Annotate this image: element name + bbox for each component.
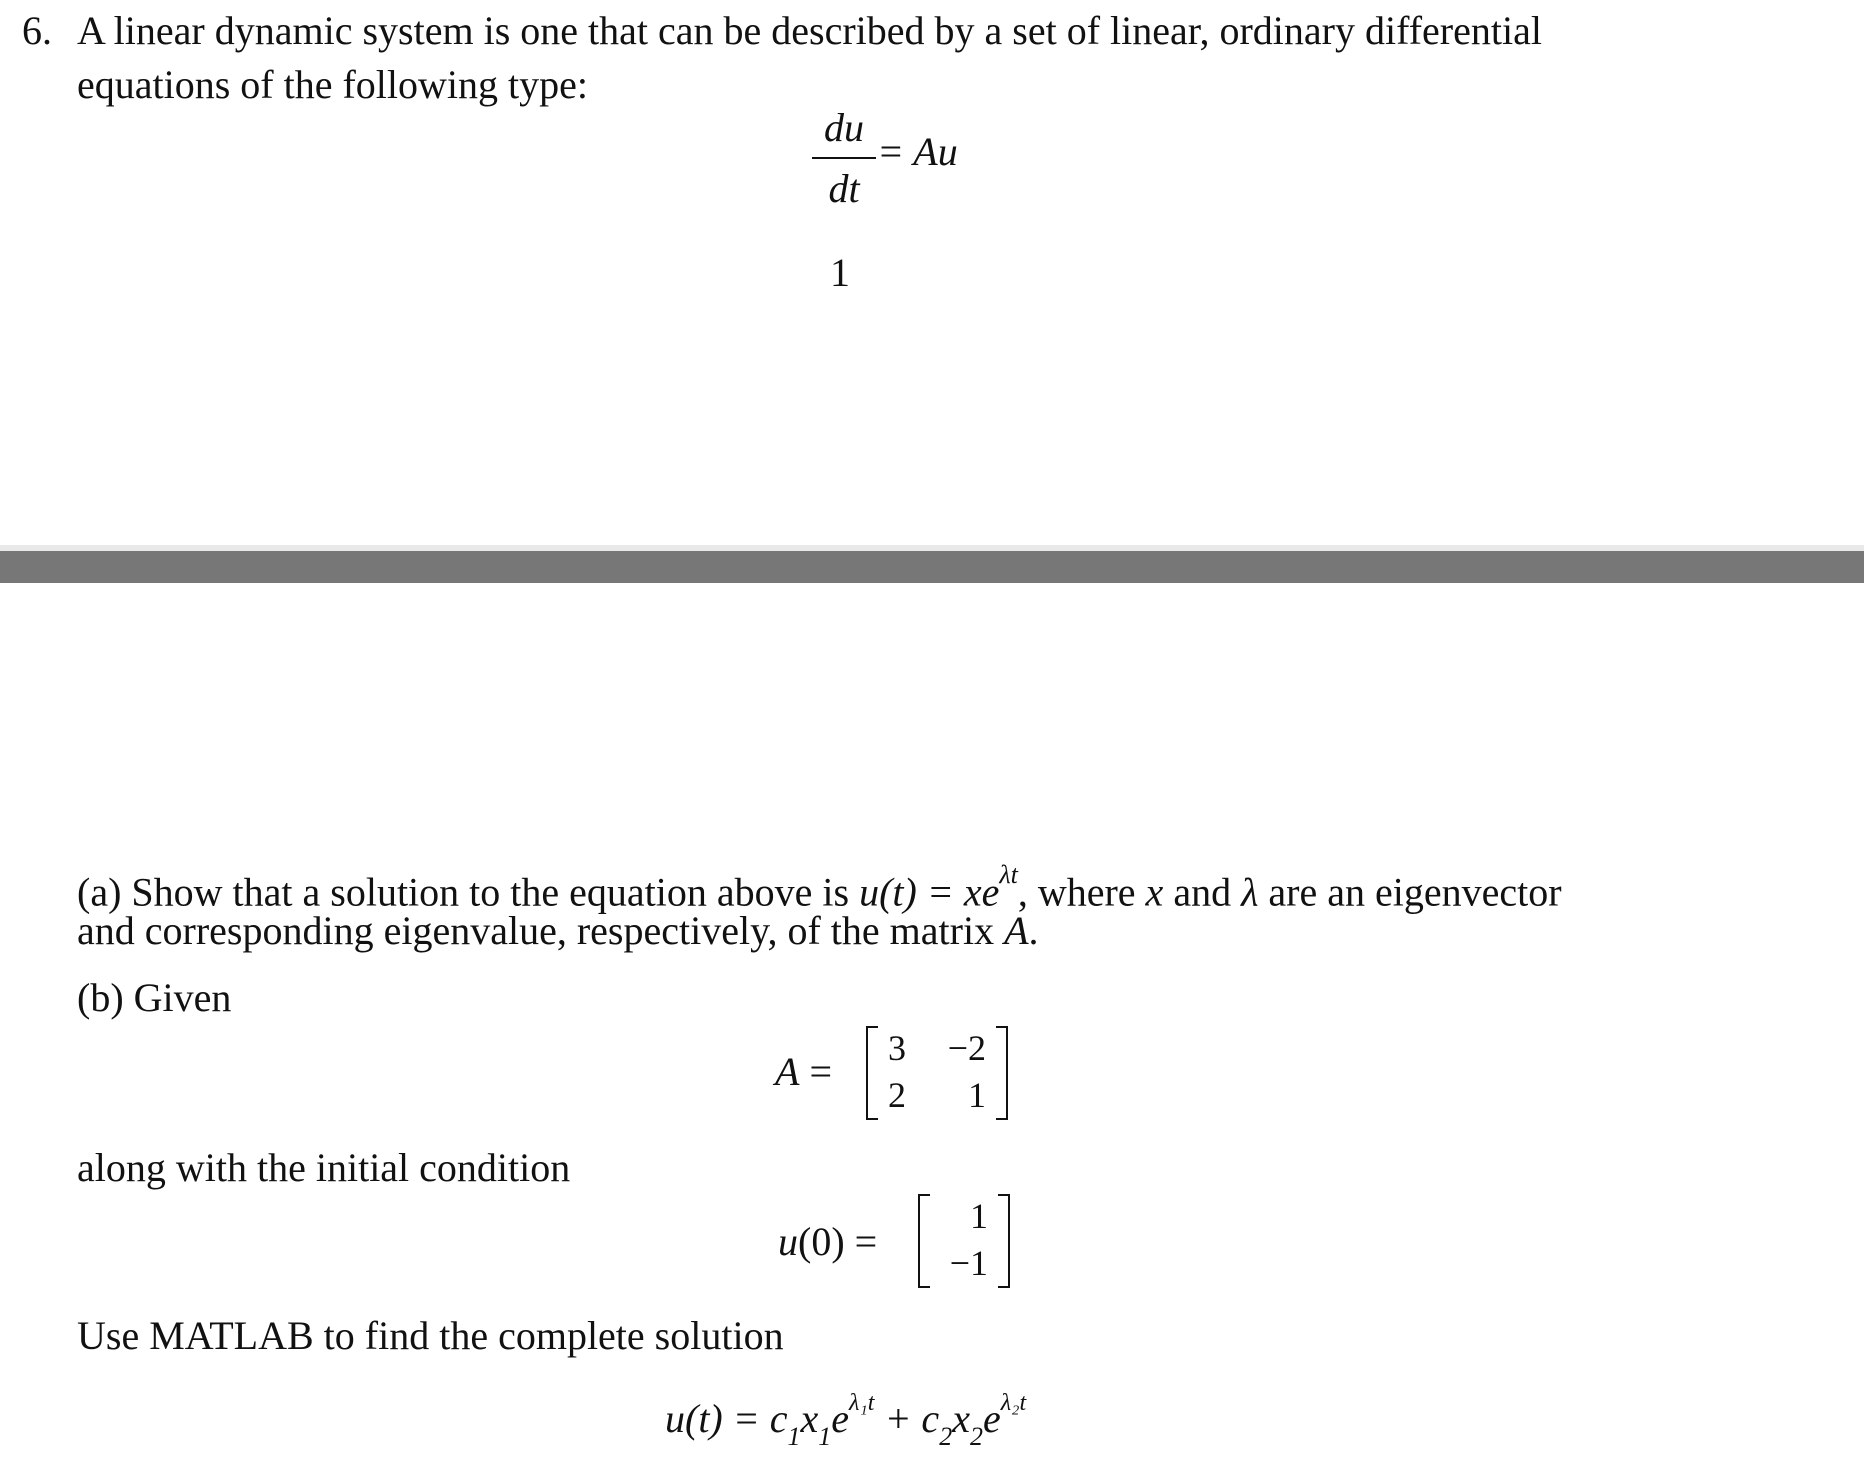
final-solution [665,1389,1027,1451]
matlab-instruction: Use MATLAB to find the complete solution [77,1313,784,1358]
u0-vector [918,1194,1010,1288]
vector-left-bracket [918,1194,930,1288]
e2: e [982,1396,1001,1441]
x1: x [800,1396,819,1441]
matrix-right-bracket [996,1026,1008,1120]
vector-right-bracket [998,1194,1010,1288]
matrix-cell: 2 [888,1075,906,1115]
matrix-cell: −2 [947,1028,986,1068]
e1: e [831,1396,850,1441]
intro-line-2: equations of the following type: [77,62,589,107]
matrix-lhs: A = [775,1049,832,1094]
vector-cell: 1 [970,1196,988,1236]
x1-sub: 1 [818,1422,832,1451]
u0-lhs: u(0) = [778,1219,878,1264]
page-divider [0,551,1864,583]
x2: x [952,1396,970,1441]
part-a-where: , where [1017,869,1136,915]
derivative-fraction [812,104,876,212]
exp2: λ₂t [1000,1389,1027,1416]
exp1: λ₁t [849,1389,875,1416]
matrix-left-bracket [866,1026,878,1120]
plus-c2: + c [874,1396,940,1441]
intro-line-1: A linear dynamic system is one that can be described by a set of linear, ordinary differential [77,8,1542,53]
footnote-number: 1 [830,250,850,295]
matrix-A [866,1026,1008,1120]
part-a-line2-text: and corresponding eigenvalue, respectively, of the matrix [77,908,995,953]
fraction-numerator: du [824,105,864,150]
part-a-exponent: λt [999,860,1018,889]
fraction-denominator: dt [828,166,860,211]
matrix-cell: 1 [968,1075,986,1115]
c1-sub: 1 [787,1422,801,1451]
part-a-label: (a) Show that a solution to the equation above is [77,869,850,915]
initial-condition-text: along with the initial condition [77,1145,571,1190]
part-a-line-2 [77,906,1039,956]
equation-rhs: = Au [877,129,958,174]
part-a-matrix-var: A [1004,908,1029,953]
final-lhs: u(t) = c [665,1396,788,1441]
part-a-and: and [1173,869,1232,915]
c2-sub: 2 [939,1422,953,1451]
part-a-x: x [1145,869,1164,915]
part-a-solution: u(t) = xe [859,869,1000,915]
fraction-bar [812,157,876,159]
vector-cell: −1 [949,1243,988,1283]
problem-number: 6. [22,8,52,53]
part-b-label: (b) Given [77,975,232,1020]
part-a-lambda: λ [1241,869,1259,915]
x2-sub: 2 [969,1422,983,1451]
part-a-rest: are an eigenvector [1268,869,1562,915]
part-a-period: . [1028,908,1039,953]
matrix-cell: 3 [888,1028,906,1068]
